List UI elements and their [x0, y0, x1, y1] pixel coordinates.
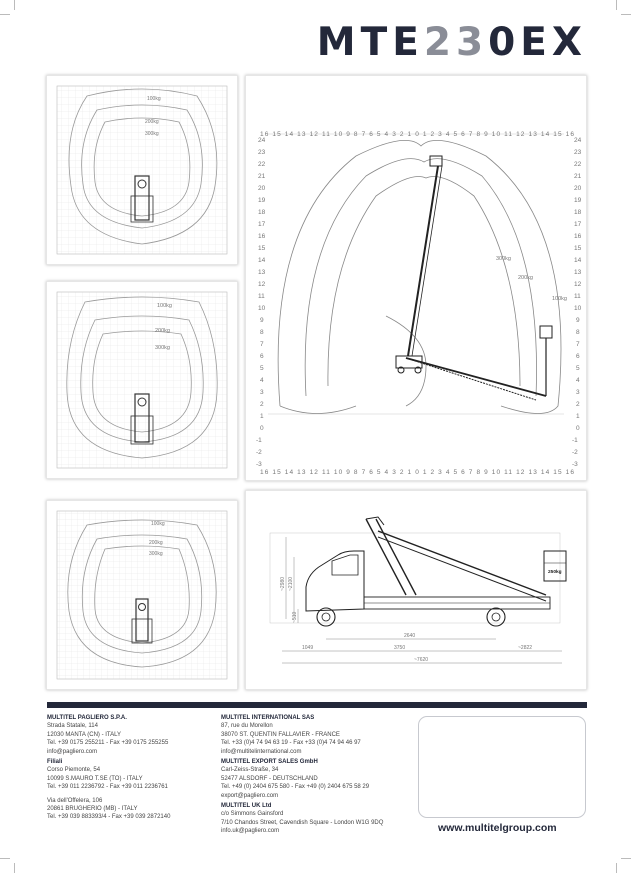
crop-mark	[616, 0, 617, 10]
address-line: 7/10 Chandos Street, Cavendish Square - London W1G 9DQ	[221, 819, 384, 826]
svg-text:21: 21	[258, 173, 266, 180]
crop-mark	[0, 14, 10, 15]
svg-text:6: 6	[260, 353, 264, 360]
dealer-stamp-box	[418, 716, 586, 818]
svg-text:20: 20	[574, 185, 582, 192]
svg-text:2: 2	[576, 401, 580, 408]
email-link[interactable]: export@pagliero.com	[221, 792, 279, 799]
dimension-label: ~2980	[280, 576, 286, 591]
address-line: 38070 ST. QUENTIN FALLAVIER - FRANCE	[221, 731, 340, 738]
footer-divider	[47, 702, 587, 708]
svg-text:7: 7	[260, 341, 264, 348]
address-line: 52477 ALSDORF - DEUTSCHLAND	[221, 775, 318, 782]
load-label: 300kg	[149, 551, 163, 557]
svg-text:20: 20	[258, 185, 266, 192]
company-name: MULTITEL PAGLIERO S.P.A.	[47, 715, 127, 721]
svg-text:-3: -3	[256, 461, 262, 468]
dimension-label: 2640	[404, 633, 416, 639]
model-title: MTE230EX	[316, 20, 587, 65]
svg-text:0: 0	[576, 425, 580, 432]
email-link[interactable]: info@multitelinternational.com	[221, 748, 302, 755]
dimension-label: ~510	[292, 611, 298, 623]
svg-text:18: 18	[258, 209, 266, 216]
svg-text:13: 13	[258, 269, 266, 276]
svg-text:6: 6	[576, 353, 580, 360]
footer-col-international	[221, 714, 416, 836]
svg-text:1: 1	[260, 413, 264, 420]
svg-text:21: 21	[574, 173, 582, 180]
svg-text:17: 17	[574, 221, 582, 228]
footer-col-italy	[47, 714, 217, 822]
crop-mark	[621, 14, 631, 15]
dimension-label: ~2822	[518, 645, 533, 651]
load-label: 200kg	[155, 328, 170, 334]
top-view-diagram-2	[47, 282, 237, 478]
svg-text:16 15 14 13 12 11 10 9 8 7 6 5: 16 15 14 13 12 11 10 9 8 7 6 5 4 3 2 1 0 1 2 3 4 5 6 7 8 9 10 11 12 13 14 15 16	[260, 131, 574, 138]
address-line: Corso Piemonte, 54	[47, 767, 101, 774]
svg-text:4: 4	[576, 377, 580, 384]
svg-text:19: 19	[258, 197, 266, 204]
svg-text:12: 12	[258, 281, 266, 288]
side-envelope-panel	[245, 75, 587, 481]
company-name: MULTITEL EXPORT SALES GmbH	[221, 759, 318, 766]
svg-text:24: 24	[258, 137, 266, 144]
top-view-diagram-1	[47, 76, 237, 264]
svg-text:15: 15	[258, 245, 266, 252]
crop-mark	[616, 863, 617, 873]
svg-text:5: 5	[260, 365, 264, 372]
svg-text:-3: -3	[572, 461, 578, 468]
svg-text:14: 14	[258, 257, 266, 264]
working-envelope-chart	[246, 76, 586, 480]
svg-text:9: 9	[576, 317, 580, 324]
svg-text:5: 5	[576, 365, 580, 372]
address-line: 20861 BRUGHERIO (MB) - ITALY	[47, 806, 138, 813]
dimension-label: 1049	[302, 645, 314, 651]
svg-text:10: 10	[258, 305, 266, 312]
address-line: Carl-Zeiss-Straße, 34	[221, 767, 279, 774]
svg-text:3: 3	[576, 389, 580, 396]
address-line: 12030 MANTA (CN) - ITALY	[47, 731, 122, 738]
svg-text:8: 8	[260, 329, 264, 336]
svg-text:-1: -1	[256, 437, 262, 444]
load-label: 100kg	[157, 303, 172, 309]
svg-text:4: 4	[260, 377, 264, 384]
svg-text:24: 24	[574, 137, 582, 144]
crop-mark	[0, 858, 10, 859]
svg-text:19: 19	[574, 197, 582, 204]
load-label: 200kg	[145, 119, 159, 125]
address-line: Tel. +39 039 883393/4 - Fax +39 039 2872140	[47, 814, 171, 821]
svg-text:17: 17	[258, 221, 266, 228]
address-line: Tel. +39 011 2236792 - Fax +39 011 2236761	[47, 784, 168, 791]
svg-text:2: 2	[260, 401, 264, 408]
load-label: 200kg	[149, 540, 163, 546]
svg-text:-1: -1	[572, 437, 578, 444]
load-label: 100kg	[151, 521, 165, 527]
svg-text:11: 11	[258, 293, 265, 300]
crop-mark	[14, 863, 15, 873]
truck-elevation-diagram	[246, 491, 586, 689]
svg-text:23: 23	[258, 149, 266, 156]
svg-text:15: 15	[574, 245, 582, 252]
load-label: 300kg	[145, 131, 159, 137]
svg-text:16: 16	[258, 233, 266, 240]
svg-text:22: 22	[574, 161, 582, 168]
top-view-panel-3	[46, 500, 238, 690]
dimension-label: 3750	[394, 645, 406, 651]
svg-text:18: 18	[574, 209, 582, 216]
basket-load-label: 250kg	[548, 570, 562, 575]
top-view-panel-2	[46, 281, 238, 479]
address-line: Tel. +49 (0) 2404 675 580 - Fax +49 (0) 2404 675 58 29	[221, 784, 370, 791]
load-label: 300kg	[155, 345, 170, 351]
crop-mark	[14, 0, 15, 10]
svg-text:10: 10	[574, 305, 582, 312]
address-line: Via dell'Offelera, 106	[47, 797, 103, 804]
svg-text:7: 7	[576, 341, 580, 348]
filiali-heading: Filiali	[47, 759, 63, 766]
company-name: MULTITEL UK Ltd	[221, 803, 272, 810]
dimension-label: ~2100	[288, 576, 294, 591]
svg-text:-2: -2	[256, 449, 262, 456]
load-label: 100kg	[552, 296, 567, 302]
dimension-label: ~7620	[414, 657, 429, 663]
address-line: 87, rue du Morellon	[221, 723, 273, 730]
load-label: 300kg	[496, 256, 511, 262]
truck-elevation-panel	[245, 490, 587, 690]
svg-text:0: 0	[260, 425, 264, 432]
load-label: 200kg	[518, 275, 533, 281]
address-line: Strada Statale, 114	[47, 723, 98, 730]
email-link[interactable]: info.uk@pagliero.com	[221, 828, 280, 835]
svg-text:23: 23	[574, 149, 582, 156]
load-label: 100kg	[147, 96, 161, 102]
top-view-panel-1	[46, 75, 238, 265]
website-link[interactable]: www.multitelgroup.com	[438, 822, 557, 834]
svg-text:9: 9	[260, 317, 264, 324]
svg-text:14: 14	[574, 257, 582, 264]
address-line: Tel. +33 (0)4 74 94 63 19 - Fax +33 (0)4 74 94 46 97	[221, 740, 361, 747]
email-link[interactable]: info@pagliero.com	[47, 748, 98, 755]
svg-text:22: 22	[258, 161, 266, 168]
svg-text:-2: -2	[572, 449, 578, 456]
address-line: Tel. +39 0175 255211 - Fax +39 0175 255255	[47, 740, 169, 747]
svg-text:11: 11	[574, 293, 581, 300]
svg-text:13: 13	[574, 269, 582, 276]
svg-text:16: 16	[574, 233, 582, 240]
top-view-diagram-3	[47, 501, 237, 689]
company-name: MULTITEL INTERNATIONAL SAS	[221, 715, 315, 721]
address-line: 10099 S.MAURO T.SE (TO) - ITALY	[47, 775, 143, 782]
svg-text:8: 8	[576, 329, 580, 336]
svg-text:1: 1	[576, 413, 580, 420]
svg-text:16 15 14 13 12 11 10 9 8 7 6 5: 16 15 14 13 12 11 10 9 8 7 6 5 4 3 2 1 0 1 2 3 4 5 6 7 8 9 10 11 12 13 14 15 16	[260, 469, 574, 476]
svg-text:12: 12	[574, 281, 582, 288]
svg-text:3: 3	[260, 389, 264, 396]
crop-mark	[621, 858, 631, 859]
address-line: c/o Simmons Gainsford	[221, 811, 284, 818]
